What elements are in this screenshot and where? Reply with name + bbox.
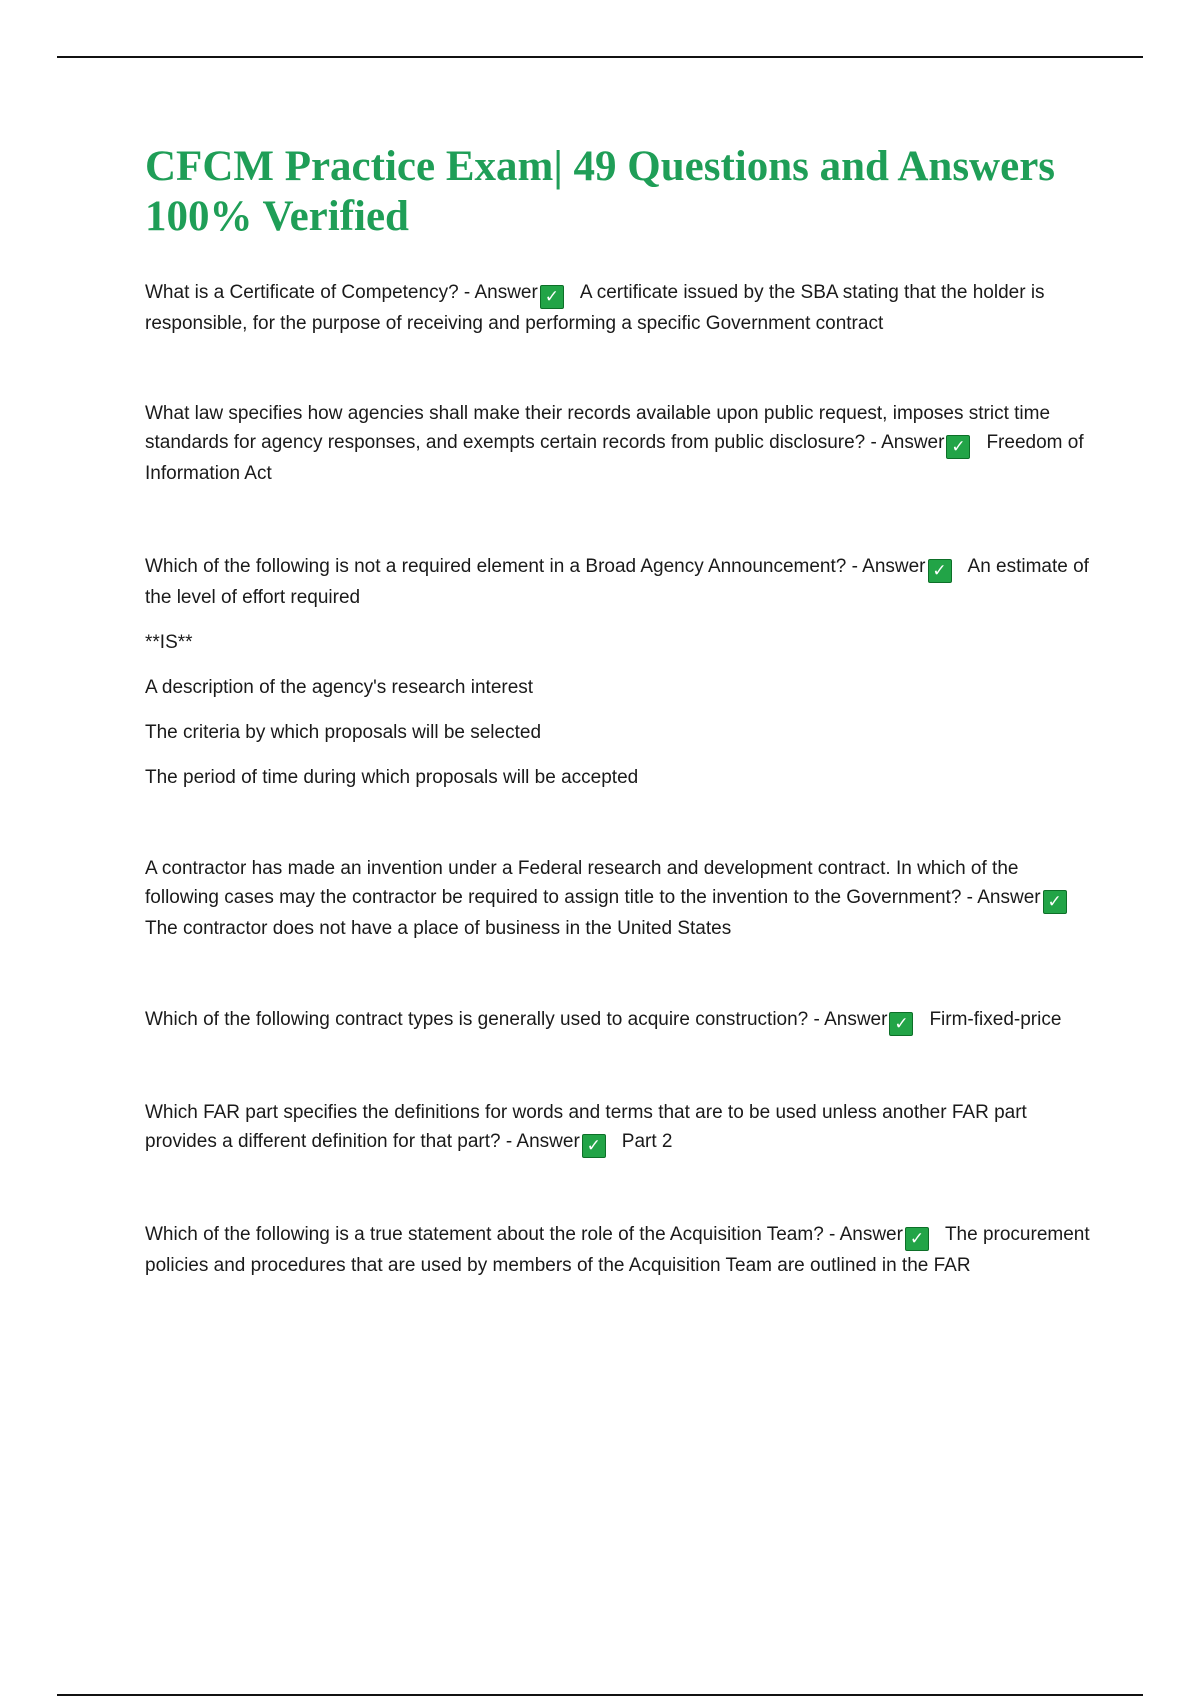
check-icon: ✓ xyxy=(582,1134,606,1158)
answer-text: The contractor does not have a place of business in the United States xyxy=(145,918,732,939)
document-title: CFCM Practice Exam| 49 Questions and Answers 100% Verified xyxy=(145,143,1056,240)
document-body xyxy=(145,142,1090,1280)
qa-item-3 xyxy=(145,552,1090,792)
question-text: Which of the following contract types is generally used to acquire construction? - Answer xyxy=(145,1009,888,1030)
answer-note: **IS** xyxy=(145,632,193,653)
check-icon: ✓ xyxy=(905,1227,929,1251)
answer-text: Firm-fixed-price xyxy=(929,1009,1062,1030)
qa-item-5 xyxy=(145,1005,1090,1036)
answer-text: Freedom of Information Act xyxy=(145,432,1084,484)
qa-item-4 xyxy=(145,854,1090,943)
question-text: A contractor has made an invention under a Federal research and development contract. In which of the following cases may the contractor be required to assign title to the invention to the Government? - Answer xyxy=(145,858,1041,908)
check-icon: ✓ xyxy=(928,559,952,583)
question-text: Which FAR part specifies the definitions for words and terms that are to be used unless another FAR part provides a different definition for that part? - Answer xyxy=(145,1102,1027,1152)
qa-item-2 xyxy=(145,399,1090,488)
footer-rule xyxy=(57,1694,1143,1696)
check-icon: ✓ xyxy=(1043,890,1067,914)
qa-item-7 xyxy=(145,1220,1090,1280)
question-text: What law specifies how agencies shall make their records available upon public request, imposes strict time standards for agency responses, and exempts certain records from public disclosure? - Answer xyxy=(145,403,1051,453)
answer-option: The criteria by which proposals will be selected xyxy=(145,722,542,743)
qa-item-1 xyxy=(145,278,1090,338)
check-icon: ✓ xyxy=(946,435,970,459)
answer-text: An estimate of the level of effort required xyxy=(145,556,1089,608)
answer-option: The period of time during which proposals will be accepted xyxy=(145,767,639,788)
check-icon: ✓ xyxy=(889,1012,913,1036)
answer-text: A certificate issued by the SBA stating that the holder is responsible, for the purpose of receiving and performing a specific Government contract xyxy=(145,282,1045,334)
question-text: What is a Certificate of Competency? - Answer xyxy=(145,282,538,303)
question-text: Which of the following is not a required element in a Broad Agency Announcement? - Answer xyxy=(145,556,926,577)
question-text: Which of the following is a true statement about the role of the Acquisition Team? - Answer xyxy=(145,1224,903,1245)
header-rule xyxy=(57,56,1143,58)
answer-text: The procurement policies and procedures that are used by members of the Acquisition Team are outlined in the FAR xyxy=(145,1224,1090,1276)
answer-text: Part 2 xyxy=(621,1131,673,1152)
qa-item-6 xyxy=(145,1098,1090,1158)
check-icon: ✓ xyxy=(540,285,564,309)
answer-option: A description of the agency's research interest xyxy=(145,677,534,698)
